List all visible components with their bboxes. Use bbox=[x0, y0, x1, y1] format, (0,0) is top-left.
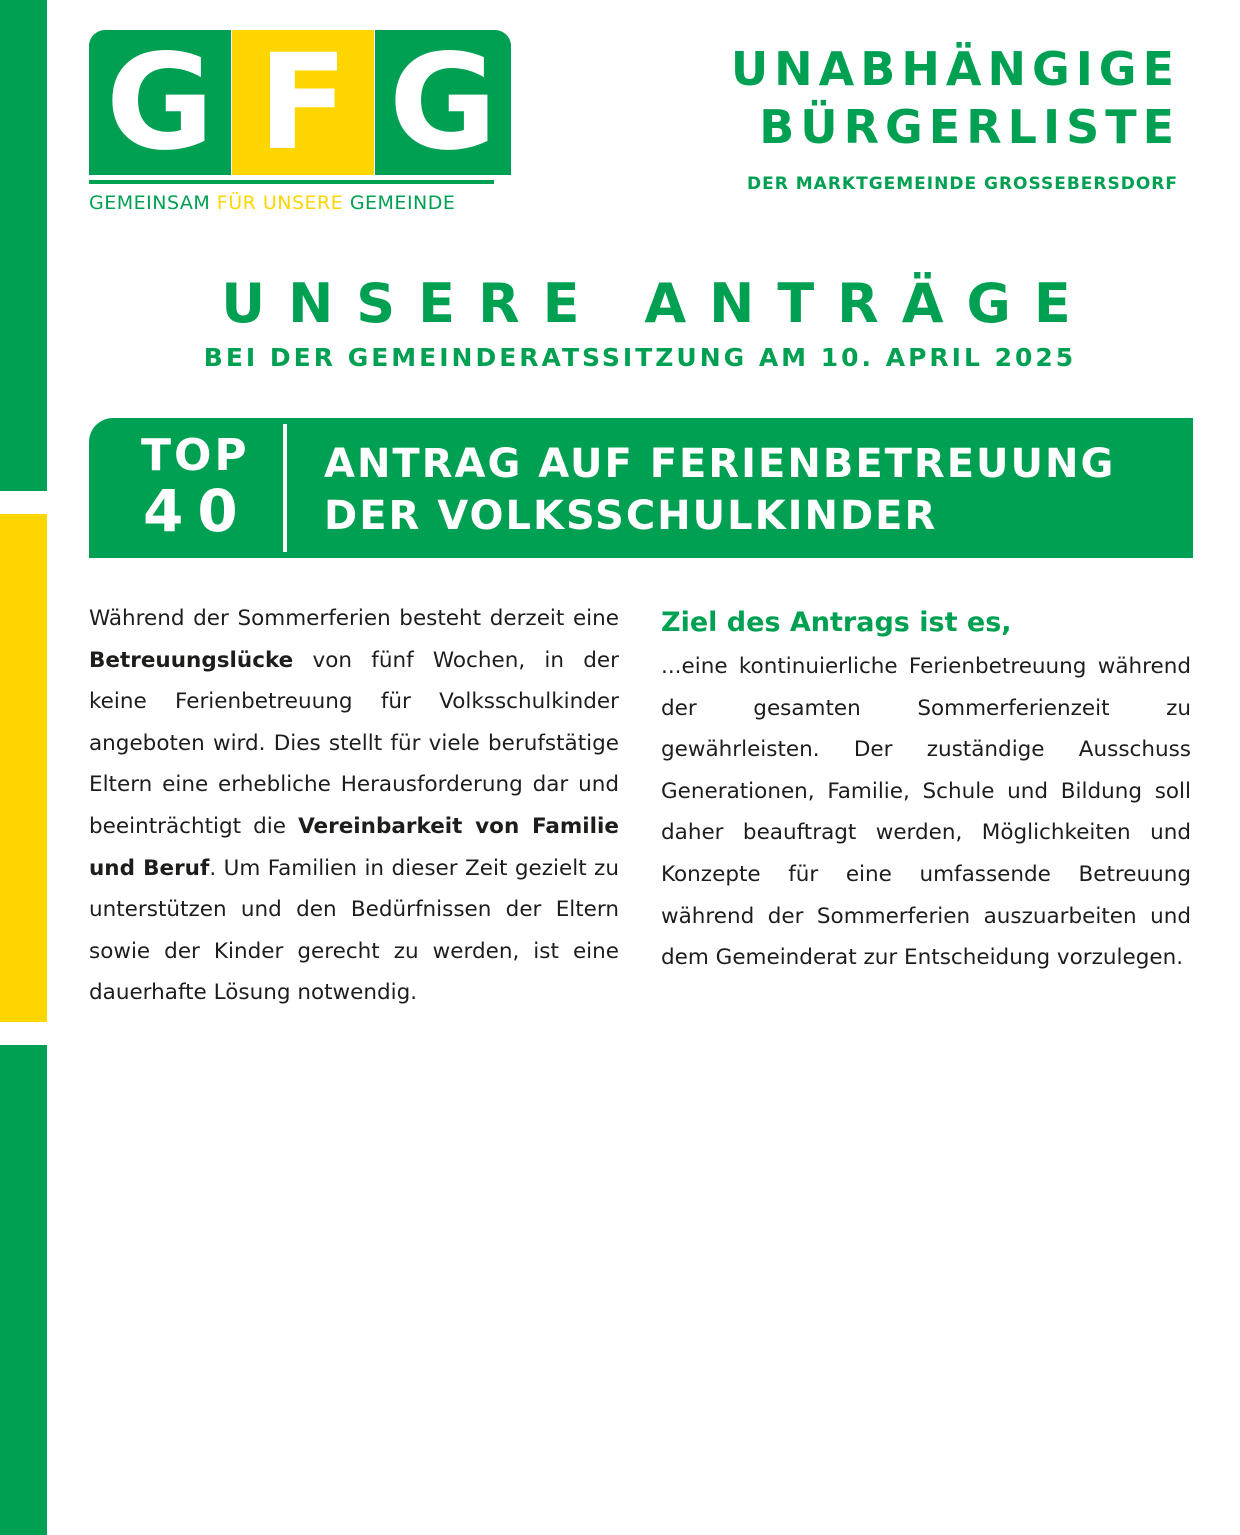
page-title: UNSERE ANTRÄGE bbox=[221, 272, 1094, 335]
left-paragraph bbox=[89, 598, 619, 1014]
org-name-line1: UNABHÄNGIGE bbox=[730, 42, 1180, 96]
gfg-logo bbox=[89, 25, 514, 215]
banner-divider bbox=[283, 424, 287, 552]
right-paragraph: ...eine kontinuierliche Ferienbetreuung während der gesamten Sommerferienzeit zu gewährleisten. Der zuständige Ausschuss Generationen, Familie, Schule und Bildung soll daher beauftragt werden, Möglichkeiten und Konzepte für eine umfassende Betreuung während der Sommerferien auszuarbeiten und dem Gemeinderat zur Entscheidung vorzulegen. bbox=[661, 654, 1191, 971]
left-edge-strip-yellow bbox=[0, 514, 47, 1022]
left-edge-strip-green-bottom bbox=[0, 1045, 47, 1535]
bold-term: Betreuungslücke bbox=[89, 647, 294, 673]
organization-header bbox=[731, 40, 1180, 194]
org-subline: DER MARKTGEMEINDE GROSSEBERSDORF bbox=[747, 174, 1178, 194]
org-name-line2: BÜRGERLISTE bbox=[759, 100, 1180, 154]
agenda-item-banner bbox=[89, 418, 1193, 558]
logo-rule bbox=[89, 180, 494, 184]
logo-tagline-part3: GEMEINDE bbox=[349, 192, 456, 214]
text-segment: von fünf Wochen, in der keine Ferienbetreuung für Volksschulkinder angeboten wird. Dies stellt für viele berufstätige Eltern eine erhebliche Herausforderung dar und beeinträchtigt die bbox=[89, 647, 619, 839]
agenda-top-label: TOP bbox=[141, 430, 250, 481]
agenda-item-title-line2: DER VOLKSSCHULKINDER bbox=[324, 493, 938, 539]
logo-tagline-part2: FÜR UNSERE bbox=[216, 192, 344, 214]
text-segment: . Um Familien in dieser Zeit gezielt zu unterstützen und den Bedürfnissen der Eltern sowie der Kinder gerecht zu werden, ist eine dauerhafte Lösung notwendig. bbox=[89, 855, 619, 1006]
agenda-top-number: 40 bbox=[143, 477, 252, 545]
page-subtitle: BEI DER GEMEINDERATSSITZUNG AM 10. APRIL 2025 bbox=[203, 343, 1077, 372]
logo-letter-g2: G bbox=[375, 30, 511, 175]
right-column-heading: Ziel des Antrags ist es, bbox=[661, 607, 1012, 638]
left-column-text bbox=[89, 598, 619, 1014]
bold-term: Vereinbarkeit von Familie und Beruf bbox=[89, 813, 620, 881]
right-column-text bbox=[661, 600, 1191, 979]
agenda-item-title-line1: ANTRAG AUF FERIENBETREUUNG bbox=[324, 441, 1116, 487]
logo-letter-f: F bbox=[232, 30, 374, 175]
agenda-item-title bbox=[324, 438, 1115, 542]
logo-tagline-part1: GEMEINSAM bbox=[89, 192, 211, 214]
text-segment: Während der Sommerferien besteht derzeit eine bbox=[89, 606, 619, 631]
logo-tagline bbox=[89, 192, 514, 214]
left-edge-strip-green-top bbox=[0, 0, 47, 491]
logo-letter-g1: G bbox=[89, 30, 231, 175]
